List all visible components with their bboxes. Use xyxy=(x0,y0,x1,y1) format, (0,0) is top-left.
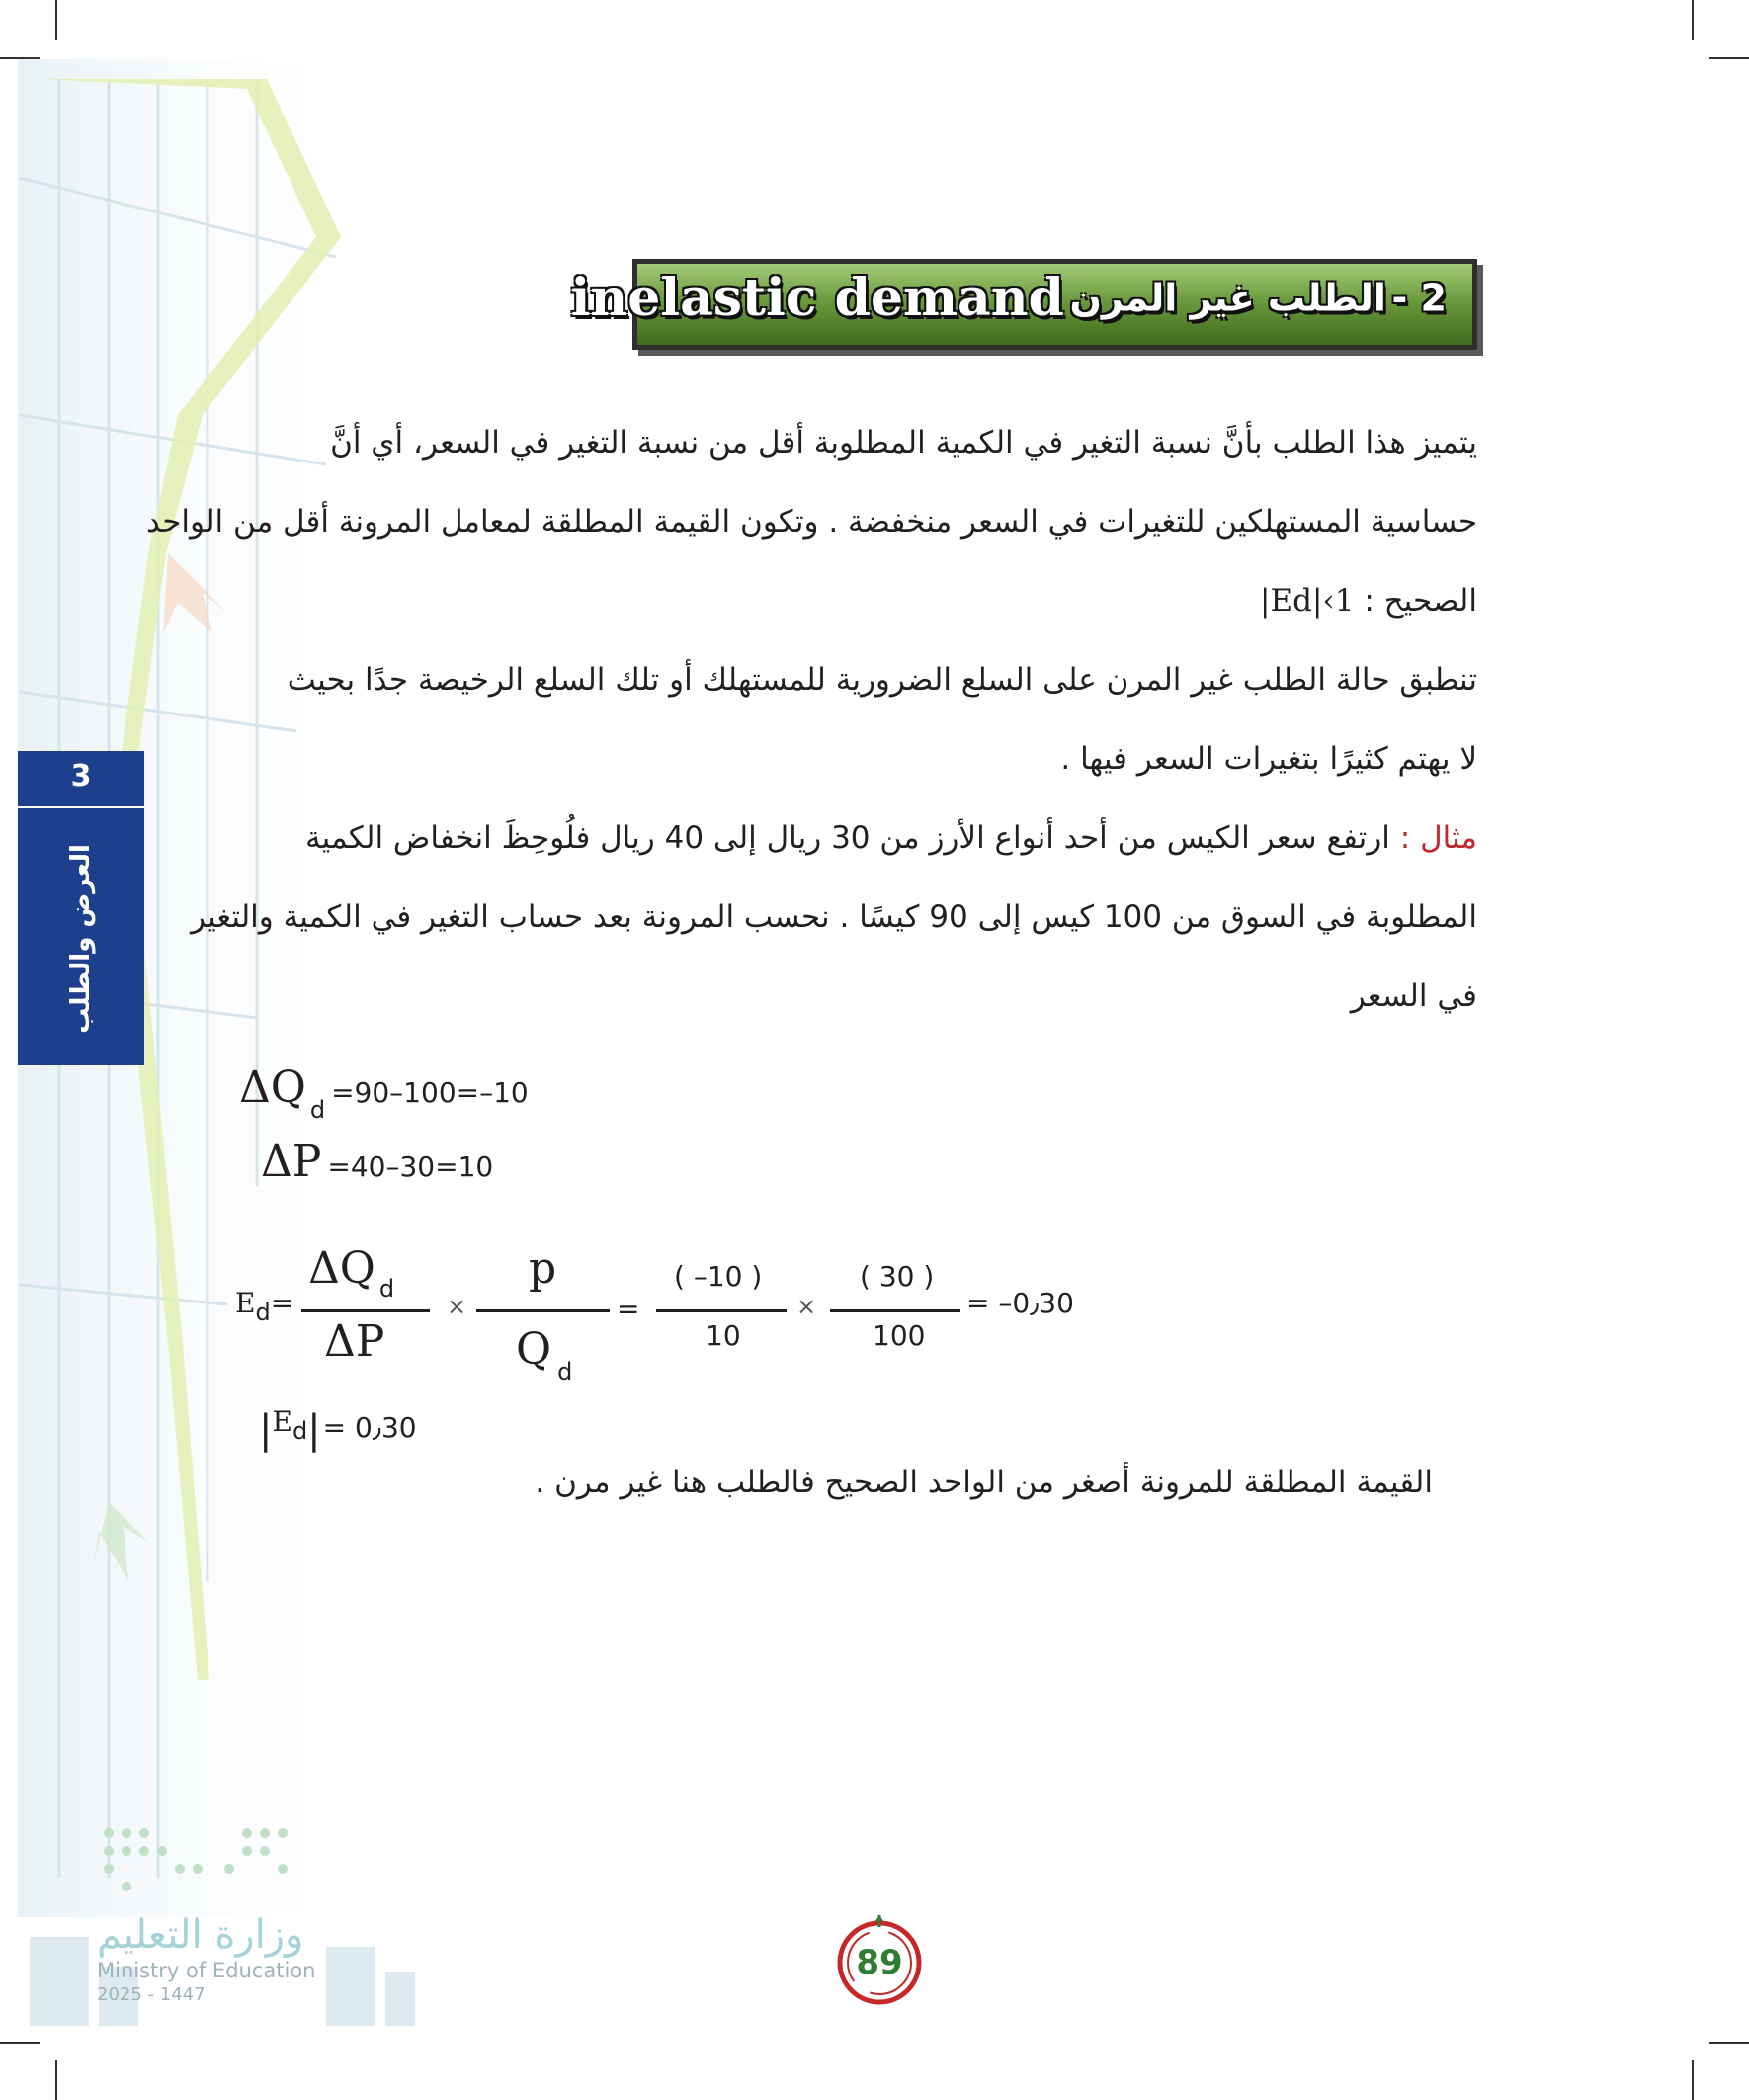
example-label: مثال : xyxy=(1399,820,1477,856)
fraction1-bar xyxy=(301,1309,430,1312)
crop-mark xyxy=(1692,2060,1694,2100)
title-number: 2 - xyxy=(1391,276,1447,320)
delta-q-value: =90–100=–10 xyxy=(331,1076,529,1109)
ed-subscript: d xyxy=(255,1299,271,1326)
ministry-logo-arabic: وزارة التعليم xyxy=(97,1912,304,1958)
page-number: 89 xyxy=(856,1943,903,1982)
paragraph-line: لا يهتم كثيرًا بتغيرات السعر فيها . xyxy=(1060,741,1477,777)
paragraph-text: الصحيح : xyxy=(1364,583,1477,619)
example-text: ارتفع سعر الكيس من أحد أنواع الأرز من 30 ريال إلى 40 ريال فلُوحِظَ انخفاض الكمية xyxy=(304,820,1390,856)
times-sign: × xyxy=(447,1293,467,1320)
equals-sign: = xyxy=(617,1293,640,1325)
crop-mark xyxy=(0,2042,40,2044)
abs-ed-value: = 0٫30 xyxy=(322,1411,417,1444)
section-title xyxy=(571,268,1447,328)
fraction2-bar xyxy=(476,1309,610,1312)
delta-p-symbol: ΔP xyxy=(261,1136,322,1187)
crop-mark xyxy=(1709,2042,1749,2044)
delta-p-formula xyxy=(261,1136,493,1187)
chapter-side-tab xyxy=(18,751,144,1065)
absolute-elasticity: |Ed|= 0٫30 xyxy=(259,1405,417,1453)
fraction2-denominator-subscript: d xyxy=(557,1358,573,1386)
elasticity-label xyxy=(235,1287,294,1326)
crop-mark xyxy=(1709,57,1749,59)
paragraph-line: المطلوبة في السوق من 100 كيس إلى 90 كيسًا . نحسب المرونة بعد حساب التغير في الكمية والتغير xyxy=(190,899,1477,935)
ed-equals: = xyxy=(270,1287,294,1319)
crop-mark xyxy=(0,57,40,59)
ed-symbol: E xyxy=(235,1287,256,1319)
section-title-banner xyxy=(570,259,1477,350)
fraction3-numerator: ( –10 ) xyxy=(674,1260,763,1293)
elasticity-result: = –0٫30 xyxy=(966,1287,1074,1319)
fraction3-denominator: 10 xyxy=(706,1319,741,1352)
fraction2-denominator xyxy=(516,1324,573,1386)
crop-mark xyxy=(1692,0,1694,40)
ministry-logo-english: Ministry of Education xyxy=(97,1959,316,1982)
paragraph-line: حساسية المستهلكين للتغيرات في السعر منخفضة . وتكون القيمة المطلقة لمعامل المرونة أقل من الواحد xyxy=(146,504,1477,540)
chapter-tab-divider xyxy=(18,806,144,808)
abs-ed-subscript: d xyxy=(292,1417,308,1445)
delta-q-symbol: ΔQ xyxy=(239,1062,306,1113)
chapter-title: العرض والطلب xyxy=(66,844,96,1034)
page-number-badge xyxy=(832,1915,927,2010)
delta-q-subscript: d xyxy=(309,1096,326,1124)
fraction4-bar xyxy=(830,1309,960,1312)
paragraph-line: يتميز هذا الطلب بأنَّ نسبة التغير في الكمية المطلوبة أقل من نسبة التغير في السعر، أي أنَّ xyxy=(330,425,1477,461)
fraction1-numerator-subscript: d xyxy=(378,1275,395,1302)
title-english: inelastic demand xyxy=(570,268,1064,328)
conclusion-text: القيمة المطلقة للمرونة أصغر من الواحد الصحيح فالطلب هنا غير مرن . xyxy=(535,1465,1433,1500)
elasticity-inequality: |Ed|‹1 xyxy=(1260,583,1355,619)
times-sign: × xyxy=(796,1293,817,1320)
fraction1-numerator xyxy=(308,1243,395,1302)
paragraph-line xyxy=(1260,581,1477,621)
crop-mark xyxy=(55,0,57,40)
fraction1-numerator-symbol: ΔQ xyxy=(308,1243,375,1294)
chapter-number: 3 xyxy=(70,759,92,794)
ministry-logo-year: 2025 - 1447 xyxy=(97,1984,206,2005)
paragraph-line xyxy=(305,818,1477,858)
fraction2-denominator-symbol: Q xyxy=(516,1324,552,1375)
abs-ed-symbol: E xyxy=(272,1405,292,1438)
title-arabic: الطلب غير المرن xyxy=(1069,276,1386,320)
fraction4-denominator: 100 xyxy=(873,1319,926,1352)
fraction1-denominator: ΔP xyxy=(324,1316,385,1367)
paragraph-line: تنطبق حالة الطلب غير المرن على السلع الضرورية للمستهلك أو تلك السلع الرخيصة جدًا بحيث xyxy=(287,662,1477,698)
fraction3-bar xyxy=(656,1309,787,1312)
fraction4-numerator: ( 30 ) xyxy=(860,1260,935,1293)
paragraph-line: في السعر xyxy=(1350,978,1477,1014)
delta-q-formula xyxy=(239,1062,529,1124)
fraction2-numerator: p xyxy=(529,1243,557,1294)
crop-mark xyxy=(55,2060,57,2100)
delta-p-value: =40–30=10 xyxy=(327,1150,494,1183)
